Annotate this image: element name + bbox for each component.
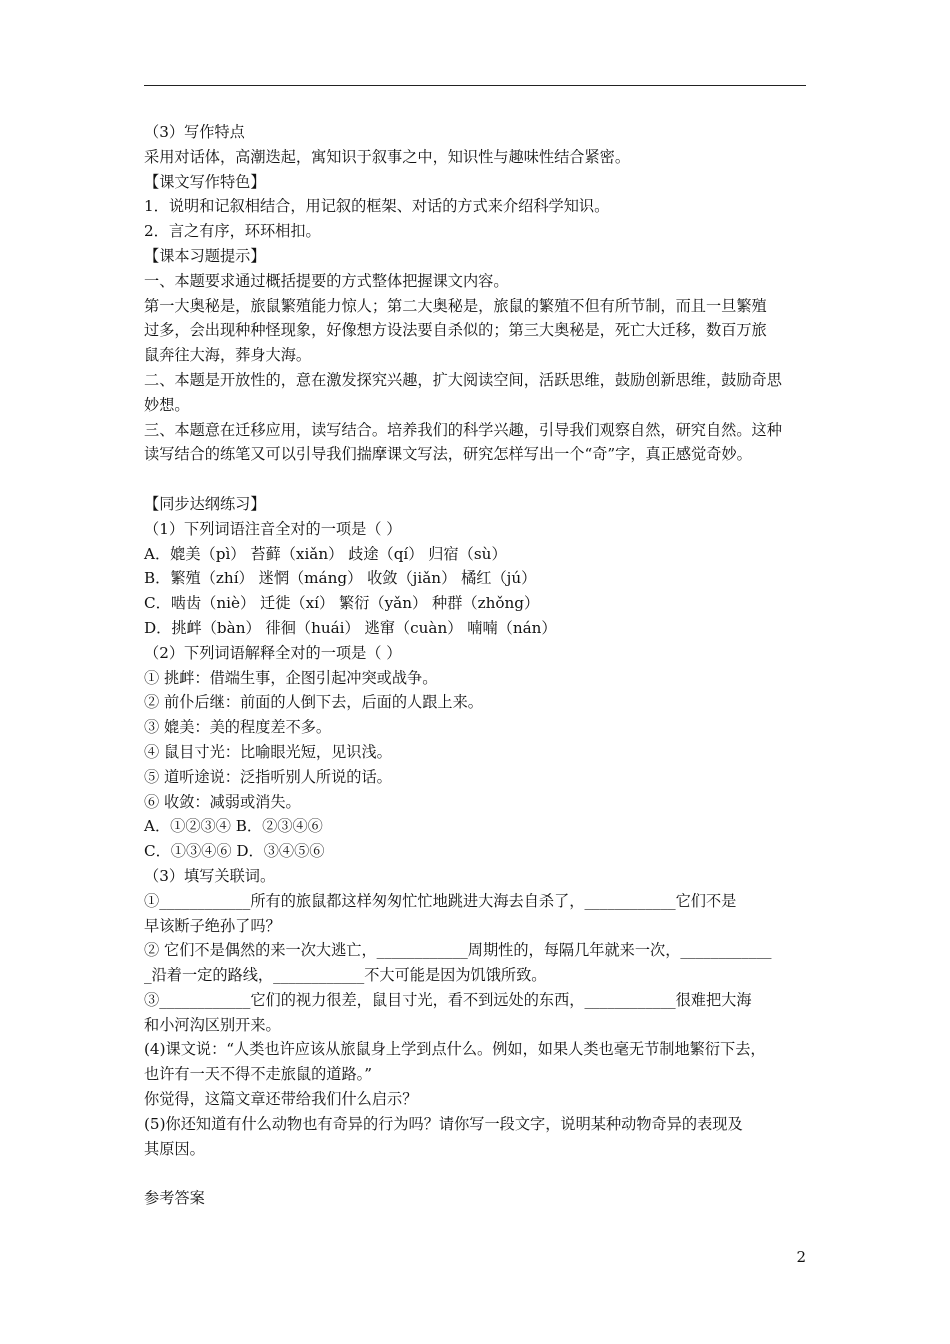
option-line: A．①②③④ B．②③④⑥ xyxy=(144,817,323,836)
item-line: ① 挑衅：借端生事，企图引起冲突或战争。 xyxy=(144,668,438,687)
question-line: 也许有一天不得不走旅鼠的道路。” xyxy=(144,1065,372,1084)
option-line: A．媲美（pì） 苔藓（xiǎn） 歧途（qí） 归宿（sù） xyxy=(144,544,507,563)
section-heading: 【同步达纲练习】 xyxy=(144,494,266,513)
item-line: ② 前仆后继：前面的人倒下去，后面的人跟上来。 xyxy=(144,693,483,712)
text-line: 一、本题要求通过概括提要的方式整体把握课文内容。 xyxy=(144,271,509,290)
text-line: 三、本题意在迁移应用，读写结合。培养我们的科学兴趣，引导我们观察自然，研究自然。这种 xyxy=(144,420,782,439)
fill-blank-line: 和小河沟区别开来。 xyxy=(144,1015,281,1034)
header-rule xyxy=(144,85,806,86)
option-line: C．啮齿（niè） 迁徙（xí） 繁衍（yǎn） 种群（zhǒng） xyxy=(144,594,540,613)
question-line: 你觉得，这篇文章还带给我们什么启示？ xyxy=(144,1090,418,1109)
blank-line xyxy=(144,1161,816,1186)
question-line: （3）填写关联词。 xyxy=(144,866,276,885)
item-line: ③ 媲美：美的程度差不多。 xyxy=(144,718,332,737)
fill-blank-line: ② 它们不是偶然的来一次大逃亡，____________周期性的，每隔几年就来一次，____________ xyxy=(144,941,772,960)
text-line: 读写结合的练笔又可以引导我们揣摩课文写法，研究怎样写出一个“奇”字，真正感觉奇妙。 xyxy=(144,445,752,464)
section-heading: 【课文写作特色】 xyxy=(144,172,266,191)
fill-blank-line: ①____________所有的旅鼠都这样匆匆忙忙地跳进大海去自杀了，____________它们不是 xyxy=(144,891,737,910)
text-line: 1．说明和记叙相结合，用记叙的框架、对话的方式来介绍科学知识。 xyxy=(144,197,610,216)
question-line: （1）下列词语注音全对的一项是（ ） xyxy=(144,519,402,538)
question-line: (4)课文说：“人类也许应该从旅鼠身上学到点什么。例如，如果人类也毫无节制地繁衍下去， xyxy=(144,1040,766,1059)
text-line: 采用对话体，高潮迭起，寓知识于叙事之中，知识性与趣味性结合紧密。 xyxy=(144,147,630,166)
section-heading: （3）写作特点 xyxy=(144,123,245,141)
question-line: 其原因。 xyxy=(144,1139,205,1158)
blank-line xyxy=(144,467,816,492)
option-line: D．挑衅（bàn） 徘徊（huái） 逃窜（cuàn） 喃喃（nán） xyxy=(144,618,557,637)
fill-blank-line: ③____________它们的视力很差，鼠目寸光，看不到远处的东西，____________很难把大海 xyxy=(144,990,752,1009)
text-line: 2．言之有序，环环相扣。 xyxy=(144,222,321,241)
section-heading: 【课本习题提示】 xyxy=(144,246,266,265)
fill-blank-line: 早该断子绝孙了吗？ xyxy=(144,916,281,935)
item-line: ⑥ 收敛：减弱或消失。 xyxy=(144,792,301,811)
item-line: ⑤ 道听途说：泛指听别人所说的话。 xyxy=(144,767,392,786)
text-line: 第一大奥秘是，旅鼠繁殖能力惊人；第二大奥秘是，旅鼠的繁殖不但有所节制，而且一旦繁殖 xyxy=(144,296,767,315)
text-line: 妙想。 xyxy=(144,395,190,414)
question-line: （2）下列词语解释全对的一项是（ ） xyxy=(144,643,402,662)
fill-blank-line: _沿着一定的路线，____________不大可能是因为饥饿所致。 xyxy=(144,966,547,985)
option-line: B．繁殖（zhí） 迷惘（máng） 收敛（jiǎn） 橘红（jú） xyxy=(144,569,537,588)
question-line: (5)你还知道有什么动物也有奇异的行为吗？请你写一段文字，说明某种动物奇异的表现及 xyxy=(144,1114,743,1133)
text-line: 鼠奔往大海，葬身大海。 xyxy=(144,346,312,365)
text-line: 过多，会出现种种怪现象，好像想方设法要自杀似的；第三大奥秘是，死亡大迁移，数百万旅 xyxy=(144,321,767,340)
option-line: C．①③④⑥ D．③④⑤⑥ xyxy=(144,842,325,861)
text-line: 二、本题是开放性的，意在激发探究兴趣，扩大阅读空间，活跃思维，鼓励创新思维，鼓励奇思 xyxy=(144,370,782,389)
page-number: 2 xyxy=(796,1248,806,1266)
document-body xyxy=(144,120,816,1211)
item-line: ④ 鼠目寸光：比喻眼光短，见识浅。 xyxy=(144,742,392,761)
answer-heading: 参考答案 xyxy=(144,1189,205,1208)
